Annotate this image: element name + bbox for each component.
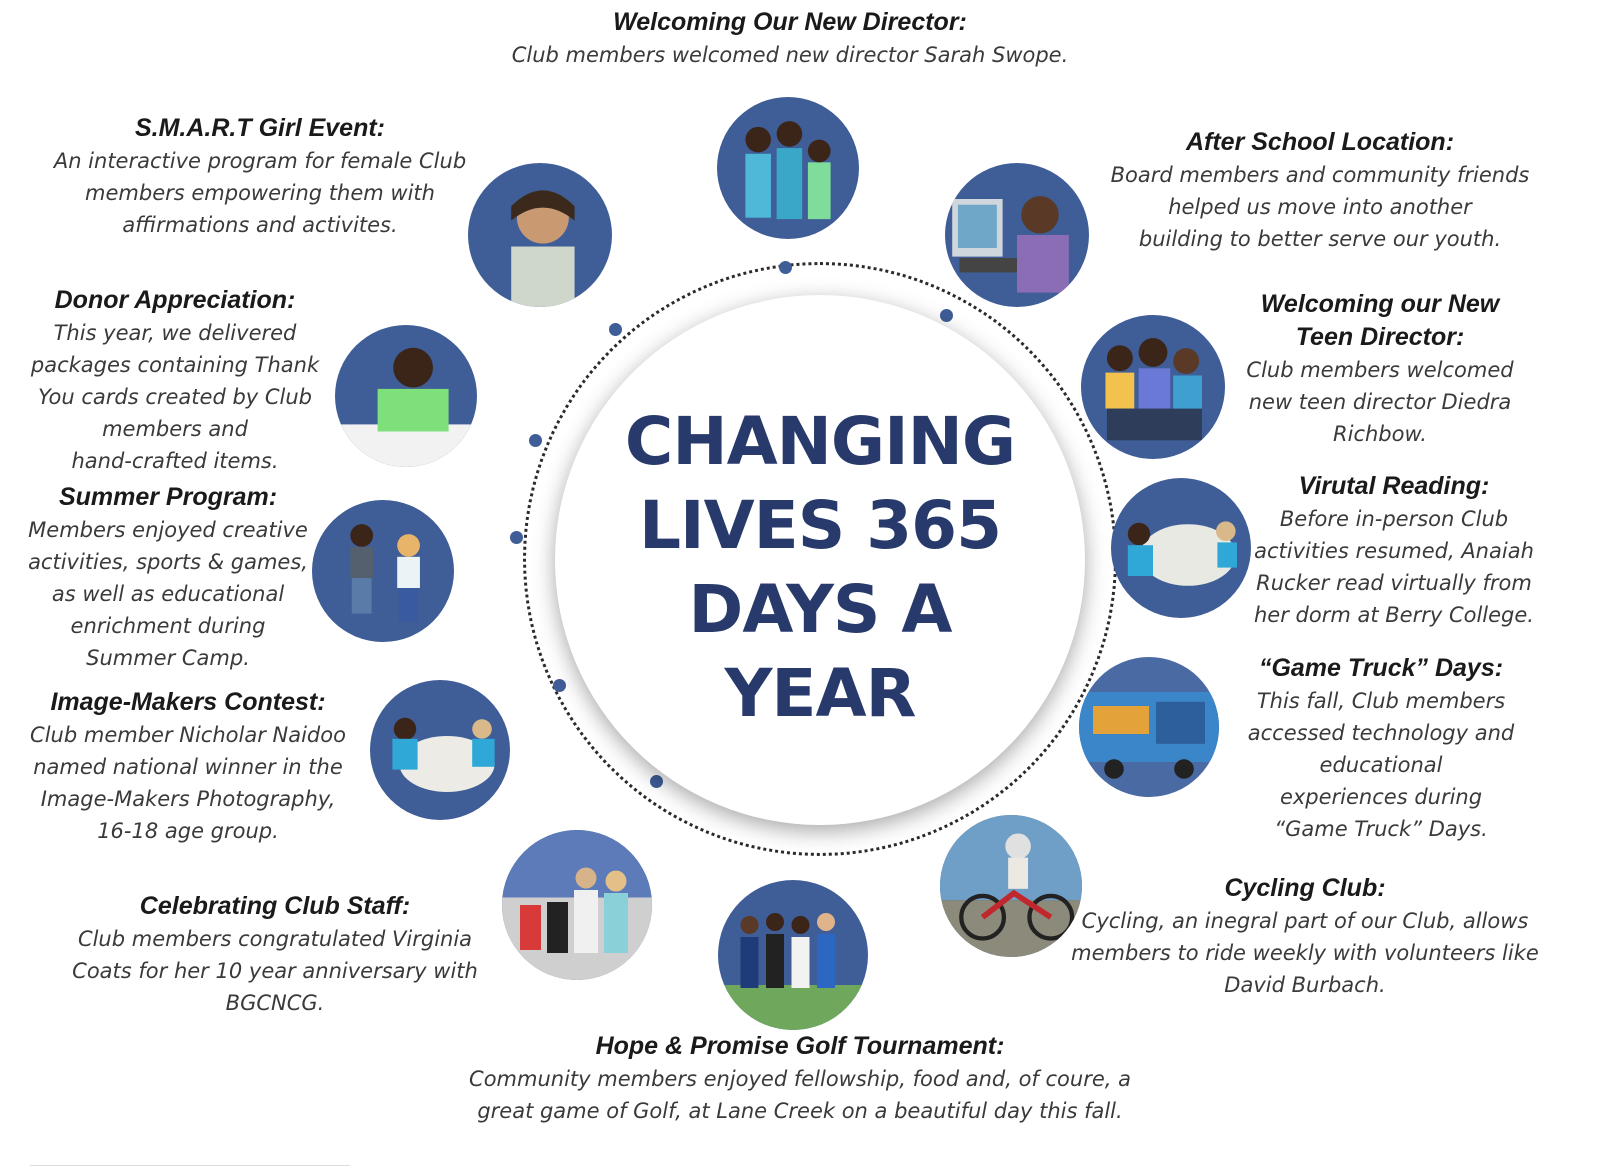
item-title: Virutal Reading:: [1298, 472, 1490, 500]
item-body: Board members and community friends helped us move into another building to better serve our youth.: [1110, 163, 1530, 251]
item-summer-program: [18, 481, 318, 674]
item-body: Community members enjoyed fellowship, food and, of coure, a great game of Golf, at Lane Creek on a beautiful day this fall.: [469, 1067, 1131, 1123]
item-after-school: [1110, 126, 1530, 255]
item-new-director: [470, 6, 1110, 71]
item-club-staff: [40, 890, 510, 1019]
photo-teen-director: [1081, 315, 1225, 459]
item-title: Summer Program:: [58, 483, 278, 511]
item-teen-director: [1230, 288, 1530, 450]
item-body: Members enjoyed creative activities, sports & games, as well as educational enrichment during Summer Camp.: [28, 518, 308, 670]
ring-dot: [529, 434, 542, 447]
item-title: Welcoming Our New Director:: [613, 8, 967, 36]
item-body: Cycling, an inegral part of our Club, allows members to ride weekly with volunteers like David Burbach.: [1071, 909, 1539, 997]
photo-summer-program: [312, 500, 454, 642]
item-title: Cycling Club:: [1224, 874, 1386, 902]
item-title: After School Location:: [1185, 128, 1455, 156]
ring-dot: [650, 775, 663, 788]
item-cycling: [1070, 872, 1540, 1001]
photo-club-staff: [502, 830, 652, 980]
photo-new-director: [717, 97, 859, 239]
photo-cycling: [940, 815, 1082, 957]
item-body: Before in-person Club activities resumed, Anaiah Rucker read virtually from her dorm at Berry College.: [1254, 507, 1534, 627]
item-title: Celebrating Club Staff:: [139, 892, 411, 920]
item-title: “Game Truck” Days:: [1258, 654, 1504, 682]
photo-virtual-reading: [1111, 478, 1251, 618]
item-golf: [440, 1030, 1160, 1127]
item-body: This fall, Club members accessed technology and educational experiences during “Game Truck” Days.: [1247, 689, 1515, 841]
item-title: Donor Appreciation:: [54, 286, 296, 314]
item-title: Welcoming our New Teen Director:: [1260, 290, 1500, 351]
item-smart-girl: [40, 112, 480, 241]
photo-game-truck: [1079, 657, 1219, 797]
photo-golf: [718, 880, 868, 1030]
ring-dot: [940, 309, 953, 322]
ring-dot: [779, 261, 792, 274]
item-body: Club members welcomed new director Sarah Swope.: [511, 43, 1069, 67]
photo-after-school: [945, 163, 1089, 307]
photo-donor-appreciation: [335, 325, 477, 467]
photo-image-makers: [370, 680, 510, 820]
photo-smart-girl: [468, 163, 612, 307]
item-title: Image-Makers Contest:: [50, 688, 326, 716]
footer-divider: [30, 1165, 350, 1166]
ring-dot: [609, 323, 622, 336]
item-body: This year, we delivered packages containing Thank You cards created by Club members and hand-crafted items.: [30, 321, 320, 473]
item-body: Club members congratulated Virginia Coats for her 10 year anniversary with BGCNCG.: [72, 927, 478, 1015]
item-body: Club member Nicholar Naidoo named national winner in the Image-Makers Photography, 16-18 age group.: [30, 723, 346, 843]
item-donor-appreciation: [20, 284, 330, 477]
ring-dot: [510, 531, 523, 544]
item-body: An interactive program for female Club members empowering them with affirmations and activites.: [53, 149, 467, 237]
headline: CHANGING LIVES 365 DAYS A YEAR: [624, 403, 1016, 732]
item-game-truck: [1236, 652, 1526, 845]
item-body: Club members welcomed new teen director Diedra Richbow.: [1246, 358, 1514, 446]
item-title: Hope & Promise Golf Tournament:: [595, 1032, 1005, 1060]
item-title: S.M.A.R.T Girl Event:: [134, 114, 386, 142]
item-image-makers: [18, 686, 358, 847]
item-virtual-reading: [1252, 470, 1536, 631]
